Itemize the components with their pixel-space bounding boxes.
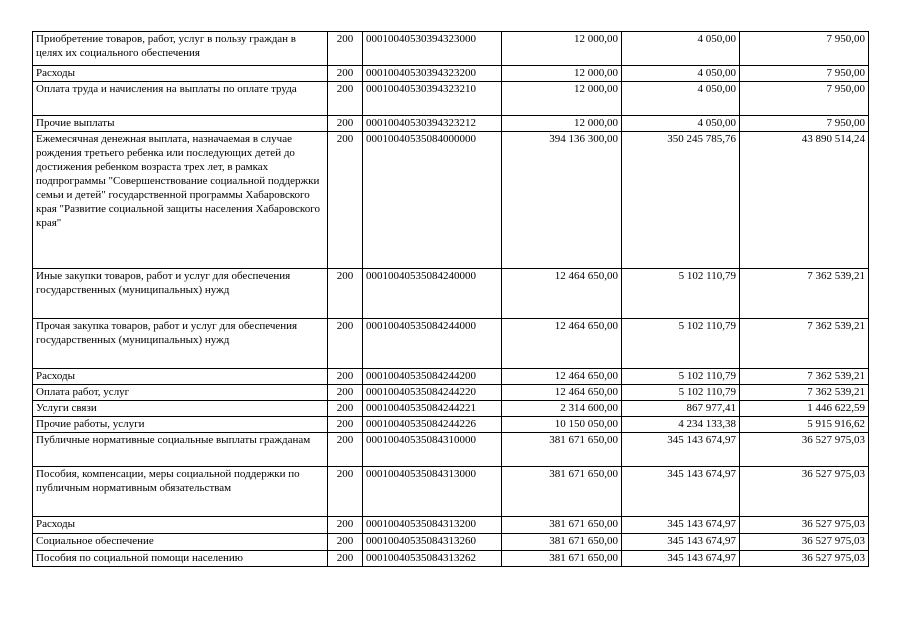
row-executed-cell: 345 143 674,97 (622, 467, 740, 517)
row-code-cell: 200 (328, 534, 363, 551)
row-remainder-cell: 43 890 514,24 (740, 132, 869, 269)
row-plan-cell: 381 671 650,00 (502, 551, 622, 567)
table-row (33, 385, 869, 401)
row-executed-cell: 5 102 110,79 (622, 369, 740, 385)
row-plan-cell: 12 464 650,00 (502, 269, 622, 319)
row-executed-cell: 5 102 110,79 (622, 269, 740, 319)
row-code-cell: 200 (328, 551, 363, 567)
row-code-cell: 200 (328, 401, 363, 417)
table-row (33, 534, 869, 551)
row-remainder-cell: 7 362 539,21 (740, 269, 869, 319)
row-code-cell: 200 (328, 82, 363, 116)
row-kbk-cell: 00010040530394323210 (363, 82, 502, 116)
table-row (33, 517, 869, 534)
row-name-cell: Прочие выплаты (33, 116, 328, 132)
row-remainder-cell: 1 446 622,59 (740, 401, 869, 417)
row-name-cell: Прочие работы, услуги (33, 417, 328, 433)
row-code-cell: 200 (328, 116, 363, 132)
row-code-cell: 200 (328, 385, 363, 401)
row-executed-cell: 4 050,00 (622, 82, 740, 116)
row-kbk-cell: 00010040535084244000 (363, 319, 502, 369)
row-executed-cell: 4 050,00 (622, 116, 740, 132)
table-row (33, 417, 869, 433)
table-row (33, 551, 869, 567)
row-plan-cell: 12 000,00 (502, 66, 622, 82)
table-row (33, 269, 869, 319)
row-executed-cell: 4 050,00 (622, 66, 740, 82)
row-name-cell: Пособия, компенсации, меры социальной поддержки по публичным нормативным обязательствам (33, 467, 328, 517)
table-row (33, 132, 869, 269)
table-row (33, 116, 869, 132)
row-remainder-cell: 36 527 975,03 (740, 551, 869, 567)
row-remainder-cell: 5 915 916,62 (740, 417, 869, 433)
row-code-cell: 200 (328, 269, 363, 319)
row-kbk-cell: 00010040530394323200 (363, 66, 502, 82)
row-plan-cell: 10 150 050,00 (502, 417, 622, 433)
row-executed-cell: 345 143 674,97 (622, 433, 740, 467)
row-executed-cell: 4 050,00 (622, 32, 740, 66)
row-remainder-cell: 7 950,00 (740, 116, 869, 132)
row-executed-cell: 867 977,41 (622, 401, 740, 417)
row-name-cell: Социальное обеспечение (33, 534, 328, 551)
row-plan-cell: 381 671 650,00 (502, 534, 622, 551)
row-name-cell: Услуги связи (33, 401, 328, 417)
row-kbk-cell: 00010040535084313200 (363, 517, 502, 534)
row-executed-cell: 350 245 785,76 (622, 132, 740, 269)
row-plan-cell: 381 671 650,00 (502, 433, 622, 467)
row-code-cell: 200 (328, 66, 363, 82)
row-kbk-cell: 00010040530394323000 (363, 32, 502, 66)
row-name-cell: Оплата труда и начисления на выплаты по оплате труда (33, 82, 328, 116)
row-remainder-cell: 36 527 975,03 (740, 534, 869, 551)
row-executed-cell: 345 143 674,97 (622, 534, 740, 551)
row-kbk-cell: 00010040535084244200 (363, 369, 502, 385)
row-code-cell: 200 (328, 132, 363, 269)
table-row (33, 369, 869, 385)
table-row (33, 401, 869, 417)
row-name-cell: Оплата работ, услуг (33, 385, 328, 401)
row-executed-cell: 345 143 674,97 (622, 551, 740, 567)
row-code-cell: 200 (328, 467, 363, 517)
row-executed-cell: 5 102 110,79 (622, 319, 740, 369)
row-kbk-cell: 00010040530394323212 (363, 116, 502, 132)
table-row (33, 319, 869, 369)
row-plan-cell: 394 136 300,00 (502, 132, 622, 269)
row-code-cell: 200 (328, 369, 363, 385)
row-name-cell: Расходы (33, 369, 328, 385)
row-kbk-cell: 00010040535084240000 (363, 269, 502, 319)
row-kbk-cell: 00010040535084244221 (363, 401, 502, 417)
table-body (33, 32, 869, 567)
row-kbk-cell: 00010040535084244220 (363, 385, 502, 401)
row-remainder-cell: 36 527 975,03 (740, 433, 869, 467)
table-row (33, 82, 869, 116)
table-row (33, 433, 869, 467)
row-kbk-cell: 00010040535084000000 (363, 132, 502, 269)
row-code-cell: 200 (328, 517, 363, 534)
row-kbk-cell: 00010040535084313000 (363, 467, 502, 517)
row-remainder-cell: 7 362 539,21 (740, 319, 869, 369)
budget-execution-table (32, 31, 869, 567)
row-executed-cell: 5 102 110,79 (622, 385, 740, 401)
row-plan-cell: 381 671 650,00 (502, 517, 622, 534)
row-remainder-cell: 36 527 975,03 (740, 517, 869, 534)
row-plan-cell: 12 464 650,00 (502, 369, 622, 385)
table-row (33, 467, 869, 517)
row-plan-cell: 2 314 600,00 (502, 401, 622, 417)
row-executed-cell: 4 234 133,38 (622, 417, 740, 433)
row-remainder-cell: 7 362 539,21 (740, 369, 869, 385)
row-plan-cell: 12 464 650,00 (502, 319, 622, 369)
row-remainder-cell: 7 950,00 (740, 82, 869, 116)
row-plan-cell: 12 000,00 (502, 32, 622, 66)
row-code-cell: 200 (328, 32, 363, 66)
row-plan-cell: 381 671 650,00 (502, 467, 622, 517)
row-name-cell: Пособия по социальной помощи населению (33, 551, 328, 567)
row-name-cell: Приобретение товаров, работ, услуг в пользу граждан в целях их социального обеспечения (33, 32, 328, 66)
row-remainder-cell: 7 950,00 (740, 66, 869, 82)
row-name-cell: Публичные нормативные социальные выплаты гражданам (33, 433, 328, 467)
row-name-cell: Ежемесячная денежная выплата, назначаемая в случае рождения третьего ребенка или последующих детей до достижения ребенком возраста трех лет, в рамках подпрограммы "Совершенствование социальной поддержки семьи и детей" государственной программы Хабаровского края "Развитие социальной защиты населения Хабаровского края" (33, 132, 328, 269)
row-kbk-cell: 00010040535084313260 (363, 534, 502, 551)
row-plan-cell: 12 464 650,00 (502, 385, 622, 401)
row-plan-cell: 12 000,00 (502, 82, 622, 116)
row-name-cell: Иные закупки товаров, работ и услуг для обеспечения государственных (муниципальных) нужд (33, 269, 328, 319)
row-kbk-cell: 00010040535084244226 (363, 417, 502, 433)
row-kbk-cell: 00010040535084313262 (363, 551, 502, 567)
table-row (33, 66, 869, 82)
row-remainder-cell: 7 950,00 (740, 32, 869, 66)
row-plan-cell: 12 000,00 (502, 116, 622, 132)
row-name-cell: Расходы (33, 517, 328, 534)
row-kbk-cell: 00010040535084310000 (363, 433, 502, 467)
row-code-cell: 200 (328, 319, 363, 369)
row-name-cell: Расходы (33, 66, 328, 82)
row-name-cell: Прочая закупка товаров, работ и услуг для обеспечения государственных (муниципальных) нужд (33, 319, 328, 369)
row-code-cell: 200 (328, 417, 363, 433)
row-code-cell: 200 (328, 433, 363, 467)
row-executed-cell: 345 143 674,97 (622, 517, 740, 534)
row-remainder-cell: 7 362 539,21 (740, 385, 869, 401)
row-remainder-cell: 36 527 975,03 (740, 467, 869, 517)
table-row (33, 32, 869, 66)
